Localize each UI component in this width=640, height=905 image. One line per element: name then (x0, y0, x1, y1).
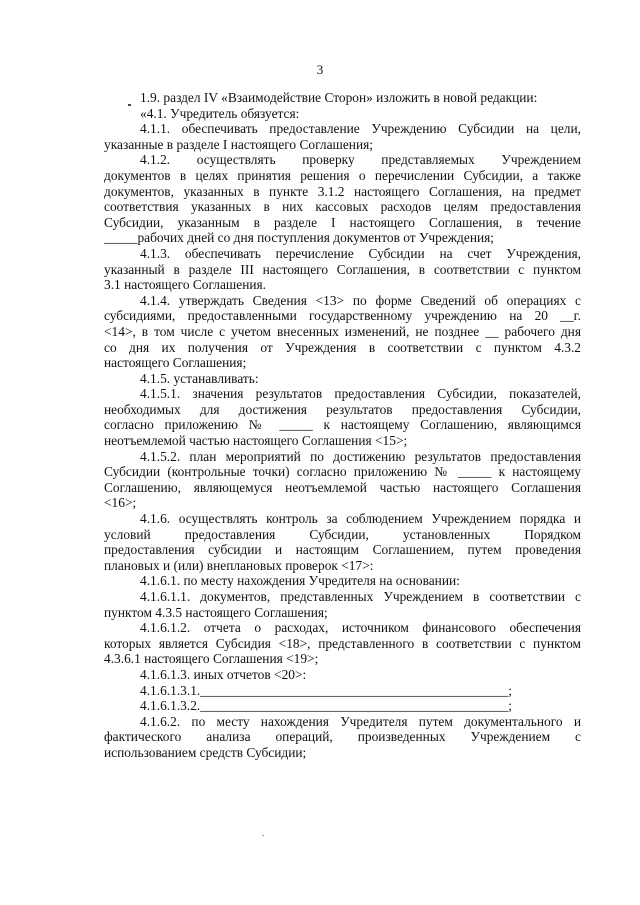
text-line: 3.1 настоящего Соглашения. (104, 277, 267, 293)
text-line: «4.1. Учредитель обязуется: (140, 105, 300, 121)
text-line: документов в целях принятия решения о перечислении Субсидии, а также (104, 167, 581, 183)
text-line: использованием средств Субсидии; (104, 744, 307, 760)
text-line: 4.1.6.1. по месту нахождения Учредителя на основании: (140, 573, 460, 589)
text-line: 4.1.5. устанавливать: (140, 370, 259, 386)
text-line: 4.1.5.1. значения результатов предоставления Субсидии, показателей, (140, 386, 581, 402)
text-line: 4.1.4. утверждать Сведения <13> по форме Сведений об операциях с (140, 292, 581, 308)
text-line: <14>, в том числе с учетом внесенных изменений, не позднее __ рабочего дня (104, 323, 581, 339)
page-number: 3 (316, 62, 324, 77)
text-line: 4.1.6.1.1. документов, представленных Учреждением в соответствии с (140, 589, 581, 604)
text-line: субсидиями, предоставленными государственному учреждению на 20 __г. (104, 308, 581, 324)
text-line: Субсидии (контрольные точки) согласно приложению № _____ к настоящему (104, 464, 581, 480)
text-line: соответствия указанных в них кассовых расходов целям предоставления (104, 199, 581, 215)
text-line: 4.3.6.1 настоящего Соглашения <19>; (104, 651, 319, 667)
text-line: 4.1.5.2. план мероприятий по достижению результатов предоставления (140, 448, 581, 464)
text-line: предоставления субсидии и настоящим Соглашением, путем проведения (104, 542, 581, 558)
text-line: 4.1.1. обеспечивать предоставление Учреждению Субсидии на цели, (140, 121, 581, 137)
text-line: 4.1.6.2. по месту нахождения Учредителя путем документального и (140, 713, 581, 729)
text-line: 4.1.2. осуществлять проверку представляемых Учреждением (140, 152, 581, 168)
text-line: условий предоставления Субсидии, установленных Порядком (104, 526, 581, 542)
text-line: 4.1.6.1.3.1.______________________________________________; (140, 682, 512, 698)
text-line: <16>; (104, 495, 137, 511)
text-line: указанный в разделе III настоящего Соглашения, в соответствии с пунктом (104, 261, 581, 277)
text-line: плановых и (или) внеплановых проверок <17>: (104, 557, 374, 573)
text-line: 1.9. раздел IV «Взаимодействие Сторон» изложить в новой редакции: (140, 90, 538, 105)
text-line: указанные в разделе I настоящего Соглашения; (104, 136, 374, 152)
text-line: Субсидии, указанным в разделе I настоящего Соглашения, в течение (104, 214, 581, 230)
text-line: 4.1.6. осуществлять контроль за соблюдением Учреждением порядка и (140, 511, 581, 527)
text-line: необходимых для достижения результатов предоставления Субсидии, (104, 401, 581, 417)
text-line: которых является Субсидия <18>, представленного в соответствии с пунктом (104, 635, 581, 651)
text-line: неотъемлемой частью настоящего Соглашения <15>; (104, 433, 408, 449)
scan-artifact-dot (262, 835, 264, 836)
text-line: фактического анализа операций, произведенных Учреждением с (104, 729, 581, 745)
text-line: Соглашению, являющемуся неотъемлемой частью настоящего Соглашения (104, 479, 581, 495)
text-line: 4.1.3. обеспечивать перечисление Субсидии на счет Учреждения, (140, 245, 581, 261)
text-line: документов, указанных в пункте 3.1.2 настоящего Соглашения, на предмет (104, 183, 581, 199)
text-line: со дня их получения от Учреждения в соответствии с пунктом 4.3.2 (104, 339, 581, 355)
text-line: 4.1.6.1.2. отчета о расходах, источником финансового обеспечения (140, 620, 581, 636)
text-line: настоящего Соглашения; (104, 355, 247, 371)
text-line: согласно приложению № _____ к настоящему Соглашению, являющимся (104, 417, 581, 433)
text-line: пунктом 4.3.5 настоящего Соглашения; (104, 604, 328, 620)
text-line: _____рабочих дней со дня поступления документов от Учреждения; (104, 230, 495, 246)
text-line: 4.1.6.1.3. иных отчетов <20>: (140, 666, 307, 682)
document-body (104, 90, 581, 761)
text-line: 4.1.6.1.3.2.______________________________________________; (140, 698, 512, 714)
